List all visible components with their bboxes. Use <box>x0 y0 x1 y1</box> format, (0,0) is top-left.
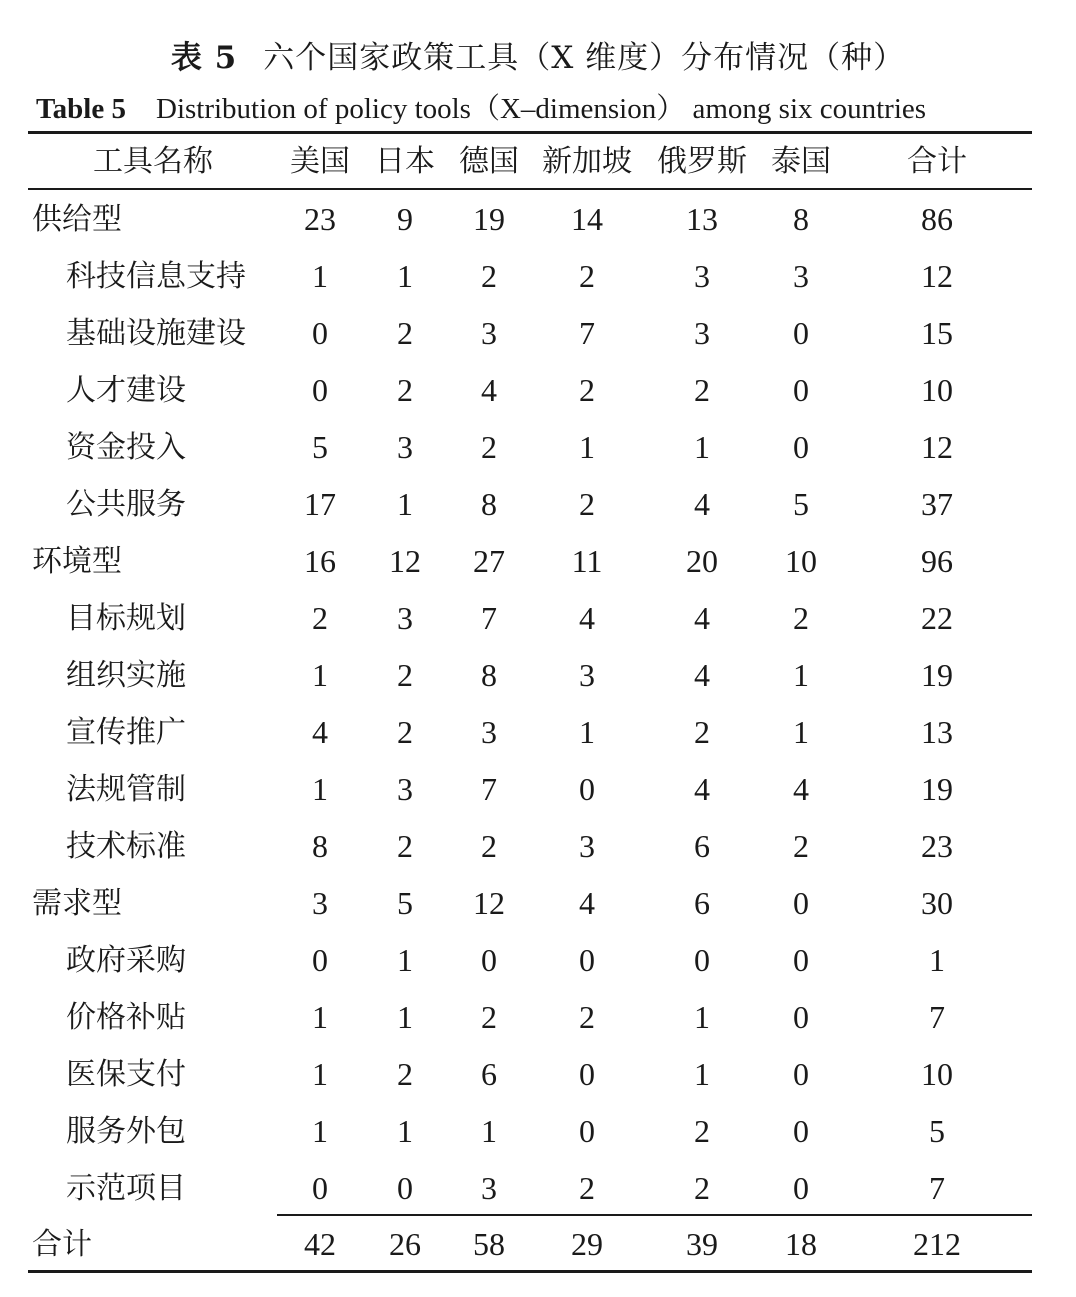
table-cell: 3 <box>694 258 710 294</box>
category-label: 环境型 <box>32 544 122 579</box>
table-cell: 7 <box>929 1170 945 1206</box>
subcategory-label: 目标规划 <box>66 601 186 636</box>
table-cell: 16 <box>304 543 336 579</box>
table-cell: 22 <box>921 600 953 636</box>
caption-cn-label: 表 5 <box>170 40 238 76</box>
table-cell: 2 <box>397 828 413 864</box>
table-cell: 8 <box>481 657 497 693</box>
table-cell: 19 <box>921 657 953 693</box>
table-cell: 0 <box>793 999 809 1035</box>
table-cell: 3 <box>481 315 497 351</box>
table-cell: 0 <box>312 372 328 408</box>
table-cell: 30 <box>921 885 953 921</box>
table-cell: 20 <box>686 543 718 579</box>
table-cell: 96 <box>921 543 953 579</box>
table-cell: 4 <box>793 771 809 807</box>
table-cell: 1 <box>312 1113 328 1149</box>
total-cell: 26 <box>389 1226 421 1262</box>
table-cell: 3 <box>397 771 413 807</box>
table-cell: 37 <box>921 486 953 522</box>
table-cell: 7 <box>481 771 497 807</box>
table-cell: 9 <box>397 201 413 237</box>
table-cell: 2 <box>579 999 595 1035</box>
table-cell: 2 <box>481 999 497 1035</box>
table-cell: 0 <box>579 771 595 807</box>
column-header: 泰国 <box>771 144 831 179</box>
table-cell: 4 <box>694 771 710 807</box>
table-cell: 3 <box>793 258 809 294</box>
caption-en-label: Table 5 <box>36 93 126 125</box>
table-cell: 5 <box>397 885 413 921</box>
table-cell: 7 <box>579 315 595 351</box>
table-cell: 1 <box>929 942 945 978</box>
table-cell: 12 <box>921 429 953 465</box>
table-cell: 1 <box>694 1056 710 1092</box>
table-cell: 7 <box>481 600 497 636</box>
table-cell: 1 <box>694 999 710 1035</box>
table-cell: 1 <box>579 429 595 465</box>
table-cell: 8 <box>793 201 809 237</box>
column-header: 合计 <box>907 144 967 179</box>
table-cell: 2 <box>694 372 710 408</box>
table-cell: 1 <box>312 258 328 294</box>
table-cell: 0 <box>579 942 595 978</box>
table-cell: 2 <box>397 657 413 693</box>
table-cell: 1 <box>397 258 413 294</box>
table-cell: 4 <box>312 714 328 750</box>
table-cell: 23 <box>304 201 336 237</box>
table-cell: 17 <box>304 486 336 522</box>
table-cell: 1 <box>793 657 809 693</box>
table-cell: 0 <box>481 942 497 978</box>
table-cell: 4 <box>694 657 710 693</box>
caption-en-text: Distribution of policy tools（X–dimension） among six countries <box>156 93 927 125</box>
subcategory-label: 组织实施 <box>66 658 186 693</box>
table-cell: 1 <box>694 429 710 465</box>
category-label: 供给型 <box>32 202 122 237</box>
table-cell: 2 <box>397 1056 413 1092</box>
table-cell: 1 <box>579 714 595 750</box>
total-cell: 29 <box>571 1226 603 1262</box>
table-cell: 13 <box>921 714 953 750</box>
table-cell: 2 <box>579 1170 595 1206</box>
subcategory-label: 技术标准 <box>66 829 186 864</box>
subcategory-label: 人才建设 <box>66 373 186 408</box>
table-cell: 4 <box>579 600 595 636</box>
table-cell: 1 <box>397 1113 413 1149</box>
table-cell: 5 <box>793 486 809 522</box>
table-cell: 4 <box>694 486 710 522</box>
table-cell: 8 <box>312 828 328 864</box>
table-cell: 13 <box>686 201 718 237</box>
subcategory-label: 资金投入 <box>66 430 186 465</box>
table-cell: 0 <box>793 942 809 978</box>
table-cell: 2 <box>694 714 710 750</box>
table-cell: 86 <box>921 201 953 237</box>
subcategory-label: 政府采购 <box>66 943 186 978</box>
table-cell: 10 <box>921 372 953 408</box>
table-cell: 23 <box>921 828 953 864</box>
table-cell: 3 <box>694 315 710 351</box>
column-header: 新加坡 <box>542 144 632 179</box>
caption-chinese <box>0 32 1076 77</box>
subcategory-label: 服务外包 <box>66 1114 186 1149</box>
table-cell: 2 <box>579 372 595 408</box>
table-cell: 0 <box>694 942 710 978</box>
total-cell: 212 <box>913 1226 961 1262</box>
total-cell: 58 <box>473 1226 505 1262</box>
table-cell: 2 <box>694 1113 710 1149</box>
table-cell: 2 <box>579 258 595 294</box>
table-cell: 3 <box>397 429 413 465</box>
caption-cn-text: 六个国家政策工具（X 维度）分布情况（种） <box>263 40 906 76</box>
table-cell: 12 <box>473 885 505 921</box>
table-cell: 19 <box>473 201 505 237</box>
table-cell: 15 <box>921 315 953 351</box>
table-cell: 0 <box>793 1170 809 1206</box>
table-cell: 3 <box>481 714 497 750</box>
table-cell: 0 <box>793 372 809 408</box>
table-cell: 2 <box>793 828 809 864</box>
total-cell: 42 <box>304 1226 336 1262</box>
subcategory-label: 医保支付 <box>66 1057 186 1092</box>
table-cell: 0 <box>312 315 328 351</box>
table-cell: 4 <box>481 372 497 408</box>
table-cell: 8 <box>481 486 497 522</box>
table-cell: 1 <box>793 714 809 750</box>
subcategory-label: 法规管制 <box>66 772 186 807</box>
subcategory-label: 公共服务 <box>66 487 186 522</box>
table-cell: 1 <box>397 999 413 1035</box>
table-cell: 6 <box>481 1056 497 1092</box>
category-label: 需求型 <box>32 886 122 921</box>
subcategory-label: 宣传推广 <box>66 715 186 750</box>
subcategory-label: 示范项目 <box>66 1171 186 1206</box>
caption-english <box>36 86 1036 127</box>
table-cell: 7 <box>929 999 945 1035</box>
table-cell: 2 <box>312 600 328 636</box>
total-cell: 39 <box>686 1226 718 1262</box>
table-cell: 2 <box>397 714 413 750</box>
table-cell: 27 <box>473 543 505 579</box>
table-cell: 1 <box>312 1056 328 1092</box>
table-cell: 5 <box>929 1113 945 1149</box>
table-cell: 0 <box>793 1113 809 1149</box>
table-cell: 3 <box>481 1170 497 1206</box>
table-cell: 0 <box>579 1056 595 1092</box>
table-cell: 10 <box>921 1056 953 1092</box>
table-cell: 3 <box>312 885 328 921</box>
column-header: 美国 <box>290 144 350 179</box>
table-cell: 0 <box>579 1113 595 1149</box>
column-header: 日本 <box>375 144 435 179</box>
header-tool-name: 工具名称 <box>93 144 213 179</box>
table-cell: 3 <box>579 828 595 864</box>
table-cell: 1 <box>312 771 328 807</box>
table-cell: 2 <box>481 258 497 294</box>
subcategory-label: 价格补贴 <box>66 1000 186 1035</box>
table-cell: 0 <box>312 942 328 978</box>
table-cell: 0 <box>793 885 809 921</box>
table-cell: 1 <box>397 486 413 522</box>
table-cell: 0 <box>793 315 809 351</box>
table-cell: 11 <box>571 543 603 579</box>
table-cell: 0 <box>397 1170 413 1206</box>
table-cell: 4 <box>579 885 595 921</box>
column-header: 俄罗斯 <box>657 144 747 179</box>
table-cell: 3 <box>579 657 595 693</box>
table-cell: 6 <box>694 828 710 864</box>
table-cell: 1 <box>397 942 413 978</box>
table-cell: 2 <box>397 315 413 351</box>
table-cell: 2 <box>481 828 497 864</box>
table-cell: 12 <box>921 258 953 294</box>
table-cell: 1 <box>481 1113 497 1149</box>
table-cell: 0 <box>793 1056 809 1092</box>
table-cell: 2 <box>579 486 595 522</box>
table-cell: 10 <box>785 543 817 579</box>
table-cell: 4 <box>694 600 710 636</box>
table-cell: 2 <box>694 1170 710 1206</box>
total-label: 合计 <box>32 1227 92 1262</box>
table-cell: 14 <box>571 201 603 237</box>
table-cell: 0 <box>793 429 809 465</box>
table-cell: 5 <box>312 429 328 465</box>
table-cell: 2 <box>397 372 413 408</box>
table-cell: 1 <box>312 999 328 1035</box>
subcategory-label: 基础设施建设 <box>66 316 246 351</box>
table-cell: 19 <box>921 771 953 807</box>
total-cell: 18 <box>785 1226 817 1262</box>
table-cell: 2 <box>793 600 809 636</box>
table-cell: 1 <box>312 657 328 693</box>
table-cell: 2 <box>481 429 497 465</box>
table-cell: 6 <box>694 885 710 921</box>
column-header: 德国 <box>459 144 519 179</box>
table-cell: 0 <box>312 1170 328 1206</box>
subcategory-label: 科技信息支持 <box>66 259 246 294</box>
table-cell: 12 <box>389 543 421 579</box>
table-cell: 3 <box>397 600 413 636</box>
